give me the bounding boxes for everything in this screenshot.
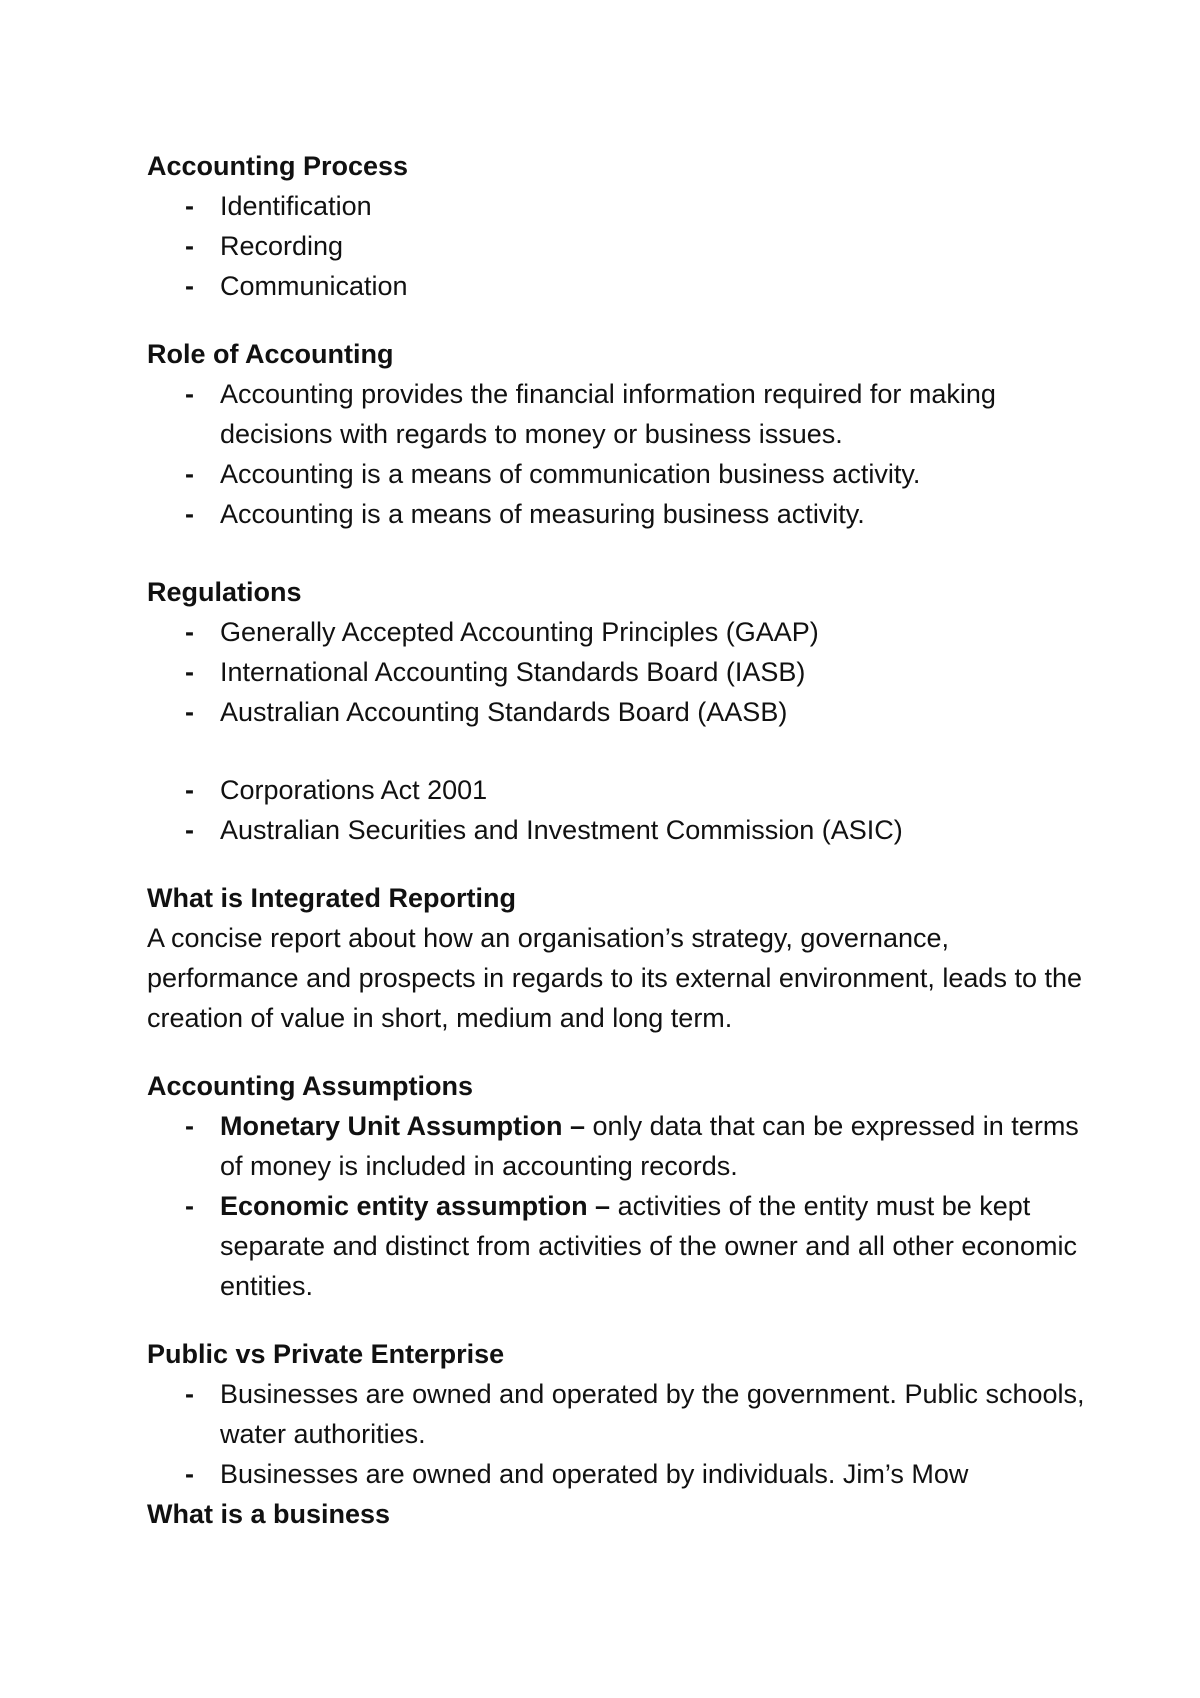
assumption-term: Economic entity assumption – <box>220 1191 611 1221</box>
list-accounting-process <box>147 186 1087 306</box>
list-item: - Identification <box>147 186 1087 226</box>
list-role-of-accounting <box>147 374 1087 534</box>
list-item: - Accounting provides the financial information required for making decisions with regards to money or business issues. <box>147 374 1087 454</box>
assumption-text: only data that can be expressed in terms of money is included in accounting records. <box>220 1111 1079 1181</box>
heading-role-of-accounting: Role of Accounting <box>147 339 394 369</box>
list-item: - Recording <box>147 226 1087 266</box>
assumption-term: Monetary Unit Assumption – <box>220 1111 586 1141</box>
assumption-text: activities of the entity must be kept separate and distinct from activities of the owner and all other economic entities. <box>220 1191 1077 1301</box>
heading-what-is-a-business: What is a business <box>147 1499 391 1529</box>
list-item: - Corporations Act 2001 <box>147 770 1087 810</box>
heading-regulations: Regulations <box>147 577 302 607</box>
list-regulations-acts <box>147 770 1087 850</box>
list-item <box>147 1186 1087 1306</box>
list-item: - Australian Accounting Standards Board (AASB) <box>147 692 1087 732</box>
list-item: - Businesses are owned and operated by individuals. Jim’s Mow <box>147 1454 1087 1494</box>
list-regulations <box>147 612 1087 732</box>
list-item: - Businesses are owned and operated by the government. Public schools, water authorities. <box>147 1374 1087 1454</box>
list-accounting-assumptions <box>147 1106 1087 1306</box>
heading-accounting-process: Accounting Process <box>147 151 409 181</box>
heading-public-vs-private: Public vs Private Enterprise <box>147 1339 505 1369</box>
heading-accounting-assumptions: Accounting Assumptions <box>147 1071 474 1101</box>
list-item: - Communication <box>147 266 1087 306</box>
list-item: - Generally Accepted Accounting Principles (GAAP) <box>147 612 1087 652</box>
list-item: - Accounting is a means of communication business activity. <box>147 454 1087 494</box>
list-public-vs-private <box>147 1374 1087 1494</box>
paragraph-integrated-reporting: A concise report about how an organisation’s strategy, governance, performance and prospects in regards to its external environment, leads to the creation of value in short, medium and long term. <box>147 923 1083 1033</box>
list-item <box>147 1106 1087 1186</box>
heading-integrated-reporting: What is Integrated Reporting <box>147 883 517 913</box>
list-item: - International Accounting Standards Board (IASB) <box>147 652 1087 692</box>
list-item: - Accounting is a means of measuring business activity. <box>147 494 1087 534</box>
list-item: - Australian Securities and Investment Commission (ASIC) <box>147 810 1087 850</box>
document-body <box>147 146 1087 1534</box>
